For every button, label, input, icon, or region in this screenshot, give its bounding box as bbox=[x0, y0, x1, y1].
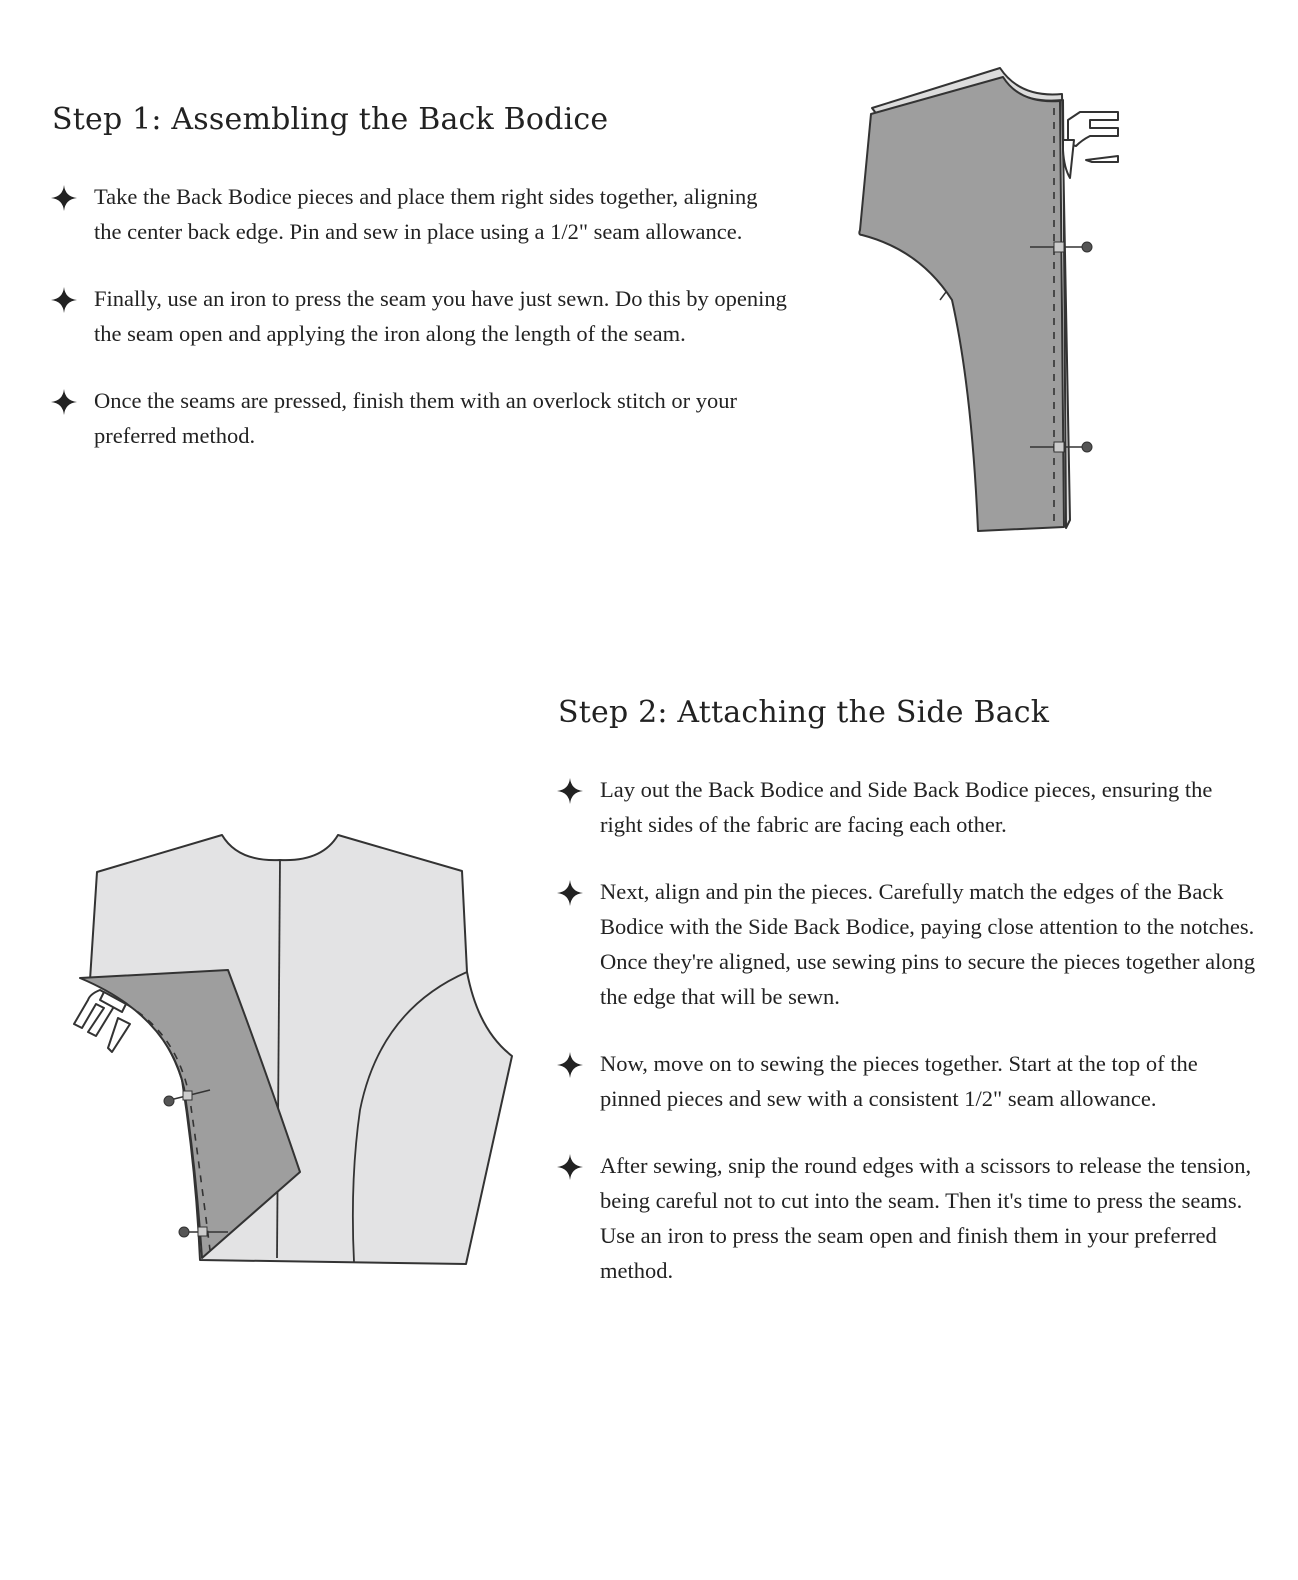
step1-item-3 bbox=[50, 383, 790, 453]
back-bodice-sewing-illustration bbox=[850, 60, 1140, 550]
step1-item-1 bbox=[50, 179, 790, 249]
step2-item-3-text: Now, move on to sewing the pieces together. Start at the top of the pinned pieces and sew with a consistent 1/2" seam allowance. bbox=[600, 1051, 1198, 1111]
step2-item-2-text: Next, align and pin the pieces. Carefully match the edges of the Back Bodice with the Side Back Bodice, paying close attention to the notches. Once they're aligned, use sewing pins to secure the pieces together along the edge that will be sewn. bbox=[600, 879, 1256, 1009]
step2-item-3 bbox=[556, 1046, 1256, 1116]
fabric-top-layer bbox=[859, 77, 1064, 531]
side-back-bodice-sewing-illustration bbox=[60, 820, 530, 1280]
step1-item-3-text: Once the seams are pressed, finish them with an overlock stitch or your preferred method. bbox=[94, 388, 737, 448]
four-point-star-icon bbox=[556, 1153, 584, 1181]
step2-item-4 bbox=[556, 1148, 1256, 1288]
step2-instructions bbox=[556, 772, 1256, 1320]
four-point-star-icon bbox=[50, 286, 78, 314]
four-point-star-icon bbox=[556, 1051, 584, 1079]
step2-item-2 bbox=[556, 874, 1256, 1014]
four-point-star-icon bbox=[556, 777, 584, 805]
notch-mark bbox=[940, 292, 946, 300]
step2-item-1 bbox=[556, 772, 1256, 842]
step1-instructions bbox=[50, 179, 790, 485]
step2-item-4-text: After sewing, snip the round edges with a scissors to release the tension, being careful not to cut into the seam. Then it's time to press the seams. Use an iron to press the seam open and finish them in your preferred method. bbox=[600, 1153, 1252, 1283]
four-point-star-icon bbox=[556, 879, 584, 907]
step2-title: Step 2: Attaching the Side Back bbox=[558, 695, 1050, 730]
step1-title: Step 1: Assembling the Back Bodice bbox=[52, 102, 609, 137]
back-bodice-piece bbox=[90, 835, 512, 1264]
step1-item-2-text: Finally, use an iron to press the seam you have just sewn. Do this by opening the seam open and applying the iron along the length of the seam. bbox=[94, 286, 787, 346]
step2-item-1-text: Lay out the Back Bodice and Side Back Bodice pieces, ensuring the right sides of the fabric are facing each other. bbox=[600, 777, 1213, 837]
presser-foot-icon bbox=[1063, 112, 1118, 178]
four-point-star-icon bbox=[50, 184, 78, 212]
step1-item-1-text: Take the Back Bodice pieces and place them right sides together, aligning the center back edge. Pin and sew in place using a 1/2" seam allowance. bbox=[94, 184, 758, 244]
four-point-star-icon bbox=[50, 388, 78, 416]
step1-item-2 bbox=[50, 281, 790, 351]
